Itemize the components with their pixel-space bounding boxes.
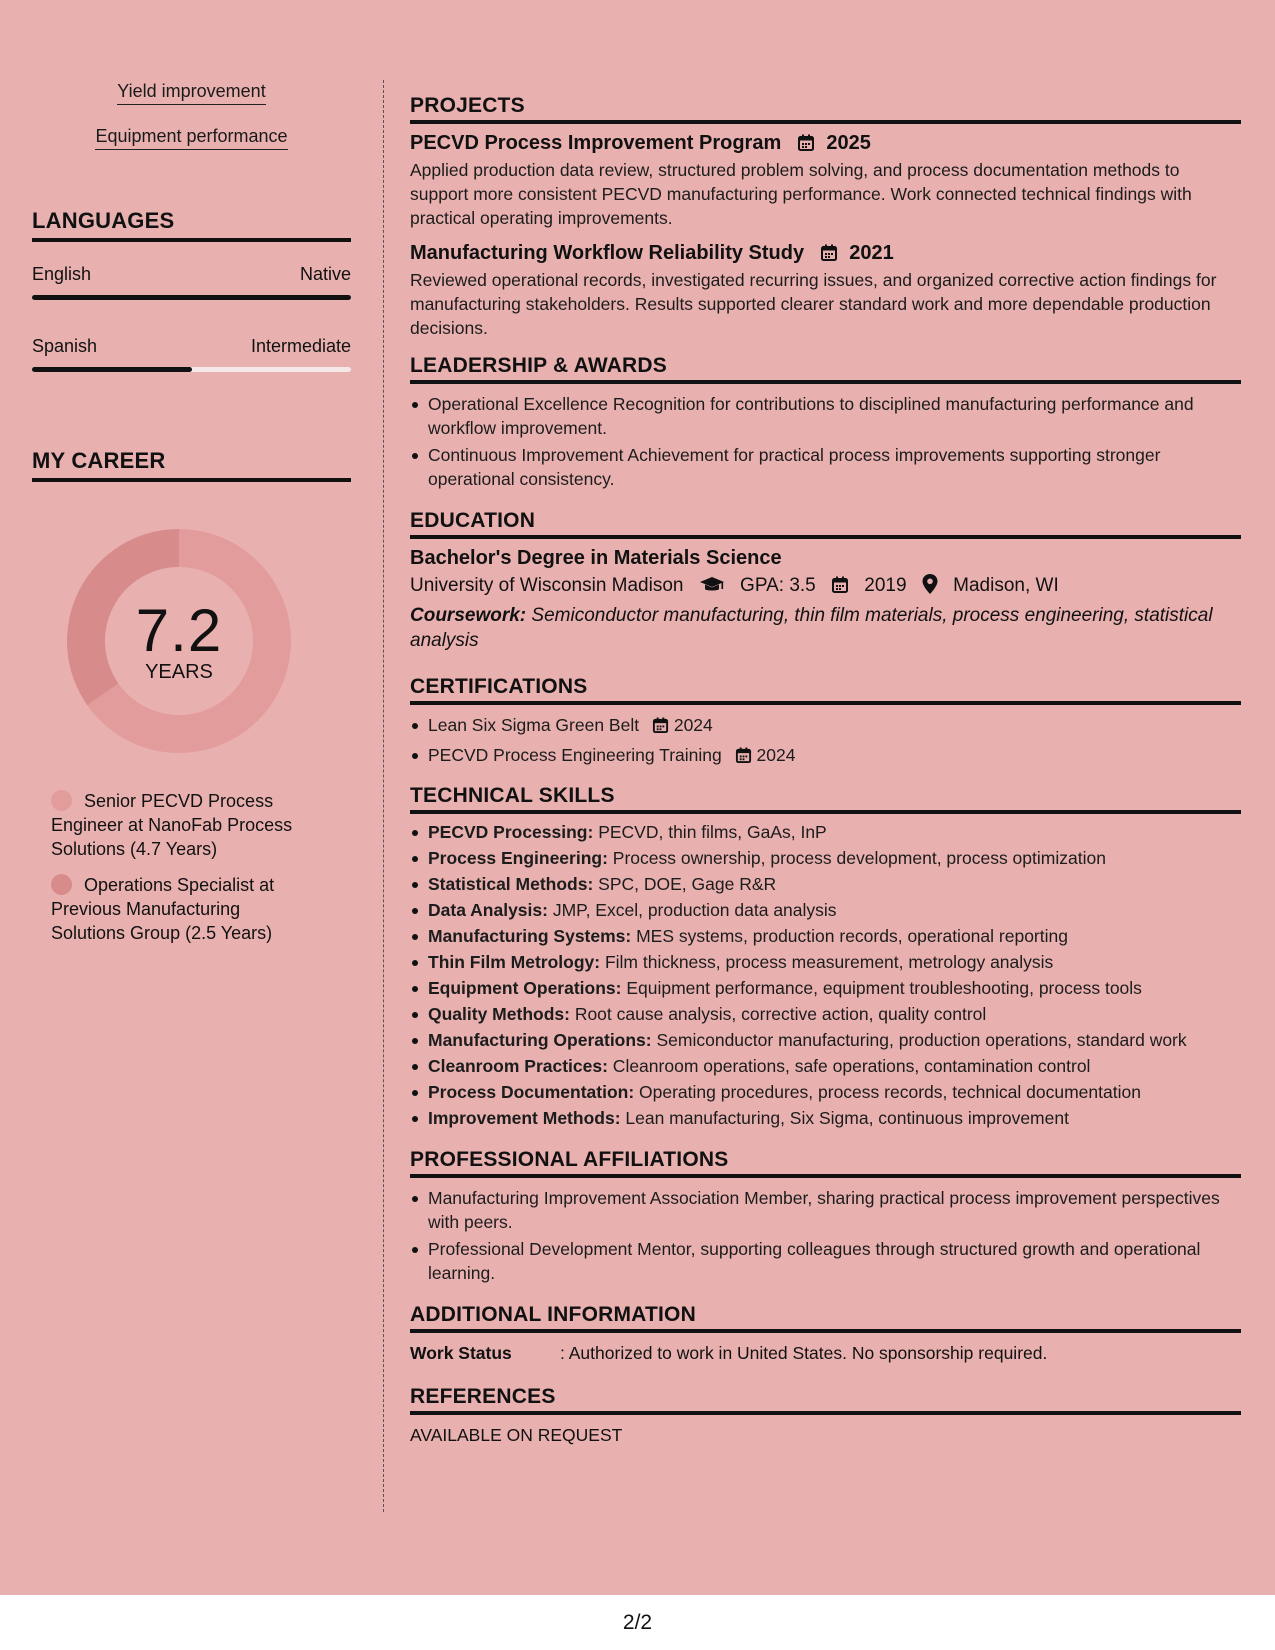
education-heading: EDUCATION [410,509,1241,539]
references-section [410,1385,1241,1447]
list-item [410,1106,1241,1130]
project-year: 2025 [826,132,871,154]
calendar-icon [797,134,815,158]
certifications-heading: CERTIFICATIONS [410,675,1241,705]
references-heading: REFERENCES [410,1385,1241,1415]
skill-value: Operating procedures, process records, technical documentation [634,1082,1141,1102]
list-item: Operational Excellence Recognition for contributions to disciplined manufacturing performance and workflow improvement. [410,392,1241,440]
language-bar [32,367,351,372]
list-item [410,872,1241,896]
list-item [410,1080,1241,1104]
skill-label: Thin Film Metrology: [428,952,601,972]
career-legend-item [51,789,311,861]
list-item [410,846,1241,870]
skill-label: Improvement Methods: [428,1108,621,1128]
career-donut-chart [67,529,291,753]
skill-label: Process Engineering: [428,848,608,868]
career-section [32,448,351,945]
skill-value: MES systems, production records, operational reporting [631,926,1068,946]
technical-skills-section [410,784,1241,1130]
page-number: 2/2 [0,1595,1275,1650]
skill-value: JMP, Excel, production data analysis [547,900,837,920]
work-status-label: Work Status [410,1343,512,1363]
list-item [410,713,1241,740]
skill-value: Semiconductor manufacturing, production operations, standard work [651,1030,1187,1050]
career-total: 7.2 [135,597,223,664]
skill-value: Film thickness, process measurement, metrology analysis [600,952,1054,972]
graduation-year: 2019 [864,575,907,596]
language-bar [32,295,351,300]
skill-label: Cleanroom Practices: [428,1056,608,1076]
language-item [32,336,351,372]
location-pin-icon [922,574,938,603]
school-location: Madison, WI [953,575,1059,596]
language-bar-fill [32,367,192,372]
skill-link-equipment[interactable]: Equipment performance [95,125,287,150]
skill-value: Equipment performance, equipment troubleshooting, process tools [621,978,1142,998]
list-item [410,1054,1241,1078]
skill-label: Quality Methods: [428,1004,570,1024]
references-text: AVAILABLE ON REQUEST [410,1425,623,1445]
certification-name: PECVD Process Engineering Training [428,745,722,765]
career-heading: MY CAREER [32,448,351,482]
column-divider [383,80,384,1512]
skill-value: Cleanroom operations, safe operations, contamination control [607,1056,1091,1076]
skill-label: PECVD Processing: [428,822,594,842]
list-item [410,1002,1241,1026]
skill-label: Statistical Methods: [428,874,594,894]
skill-value: PECVD, thin films, GaAs, InP [593,822,827,842]
skill-value: Process ownership, process development, process optimization [607,848,1106,868]
project-title: Manufacturing Workflow Reliability Study [410,242,805,264]
skill-value: Lean manufacturing, Six Sigma, continuous improvement [620,1108,1069,1128]
legend-dot [51,874,72,895]
project-description: Applied production data review, structured problem solving, and process documentation methods to support more consistent PECVD manufacturing performance. Work connected technical findings with practical operating improvements. [410,160,1192,228]
project-item [410,242,1241,340]
school-name: University of Wisconsin Madison [410,575,684,596]
skill-label: Data Analysis: [428,900,548,920]
work-status-value: : Authorized to work in United States. No sponsorship required. [560,1343,1048,1363]
language-name: English [32,264,92,284]
career-unit: YEARS [145,661,213,683]
list-item: Manufacturing Improvement Association Member, sharing practical process improvement perspectives with peers. [410,1186,1241,1234]
degree-title: Bachelor's Degree in Materials Science [410,547,782,569]
language-bar-fill [32,295,351,300]
main-content [410,94,1241,1461]
leadership-heading: LEADERSHIP & AWARDS [410,354,1241,384]
skill-label: Manufacturing Systems: [428,926,632,946]
coursework-label: Coursework: [410,605,527,626]
language-item [32,264,351,300]
skill-value: SPC, DOE, Gage R&R [593,874,777,894]
career-role-text: Operations Specialist at Previous Manufacturing Solutions Group (2.5 Years) [51,875,275,943]
certification-year: 2024 [756,745,796,765]
additional-info-heading: ADDITIONAL INFORMATION [410,1303,1241,1333]
calendar-icon [831,575,849,603]
language-level: Native [299,264,351,284]
certification-name: Lean Six Sigma Green Belt [428,715,640,735]
additional-info-section [410,1303,1241,1365]
skill-value: Root cause analysis, corrective action, quality control [569,1004,987,1024]
sidebar [32,80,351,957]
skill-link-yield[interactable]: Yield improvement [117,80,265,105]
legend-dot [51,790,72,811]
list-item: Continuous Improvement Achievement for practical process improvements supporting stronger operational consistency. [410,443,1241,491]
gpa: GPA: 3.5 [740,575,816,596]
calendar-icon [735,746,752,770]
calendar-icon [652,716,669,740]
education-section [410,509,1241,653]
affiliations-section [410,1148,1241,1285]
language-level: Intermediate [250,336,351,356]
skill-label: Manufacturing Operations: [428,1030,652,1050]
list-item [410,950,1241,974]
language-name: Spanish [32,336,98,356]
list-item [410,898,1241,922]
list-item [410,820,1241,844]
list-item [410,743,1241,770]
graduation-cap-icon [699,575,725,603]
career-legend-item [51,873,311,945]
calendar-icon [820,244,838,268]
project-description: Reviewed operational records, investigated recurring issues, and organized corrective action findings for manufacturing stakeholders. Results supported clearer standard work and more dependable production decisions. [410,270,1217,338]
skill-label: Process Documentation: [428,1082,635,1102]
project-title: PECVD Process Improvement Program [410,132,782,154]
career-role-text: Senior PECVD Process Engineer at NanoFab Process Solutions (4.7 Years) [51,791,293,859]
list-item [410,1028,1241,1052]
project-item [410,132,1241,230]
certifications-section [410,675,1241,770]
projects-heading: PROJECTS [410,94,1241,124]
projects-section [410,94,1241,340]
coursework [410,603,1241,653]
list-item [410,976,1241,1000]
list-item [410,924,1241,948]
project-year: 2021 [849,242,894,264]
leadership-section [410,354,1241,491]
career-legend [51,789,311,945]
languages-section [32,208,351,372]
certification-year: 2024 [673,715,713,735]
technical-skills-heading: TECHNICAL SKILLS [410,784,1241,814]
skill-links [32,80,351,170]
affiliations-heading: PROFESSIONAL AFFILIATIONS [410,1148,1241,1178]
list-item: Professional Development Mentor, supporting colleagues through structured growth and operational learning. [410,1237,1241,1285]
skill-label: Equipment Operations: [428,978,622,998]
coursework-text: Semiconductor manufacturing, thin film materials, process engineering, statistical analysis [410,605,1213,651]
languages-heading: LANGUAGES [32,208,351,242]
